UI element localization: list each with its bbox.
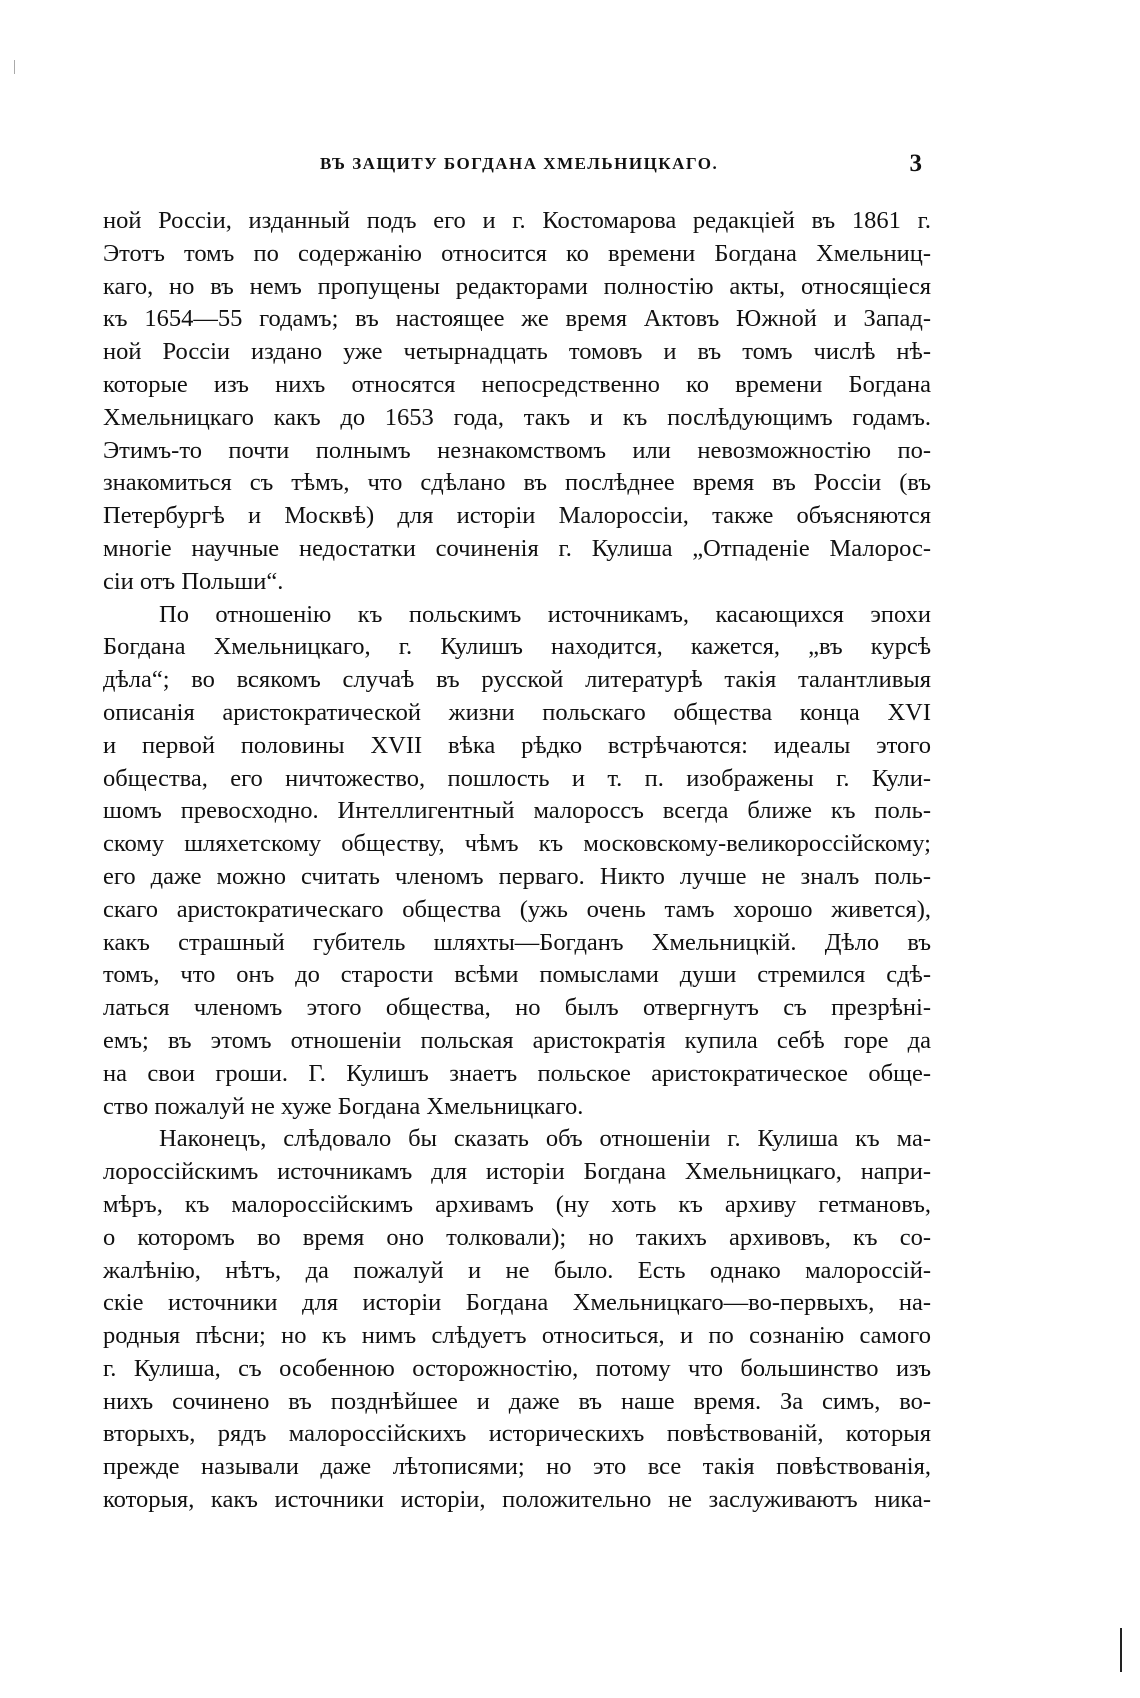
text-line: г. Кулиша, съ особенною осторожностію, потому что большинство изъ [103,1354,931,1382]
text-line: къ 1654—55 годамъ; въ настоящее же время Актовъ Южной и Запад- [103,305,931,333]
text-line: и первой половины XVII вѣка рѣдко встрѣчаются: идеалы этого [103,731,931,759]
text-line: многіе научные недостатки сочиненія г. Кулиша „Отпаденіе Малорос- [103,534,931,562]
body-text [103,205,931,1517]
text-line: о которомъ во время оно толковали); но такихъ архивовъ, къ со- [103,1223,931,1251]
text-line: скому шляхетскому обществу, чѣмъ къ московскому-великороссійскому; [103,830,931,858]
text-line: прежде называли даже лѣтописями; но это все такія повѣствованія, [103,1453,931,1481]
text-line: нихъ сочинено въ позднѣйшее и даже въ наше время. За симъ, во- [103,1387,931,1415]
text-line: вторыхъ, рядъ малороссійскихъ историческихъ повѣствованій, которыя [103,1420,931,1448]
text-line: которыя, какъ источники исторіи, положительно не заслуживаютъ ника- [103,1486,931,1514]
text-line: ной Россіи издано уже четырнадцать томовъ и въ томъ числѣ нѣ- [103,338,931,366]
text-line: Петербургѣ и Москвѣ) для исторіи Малороссіи, также объясняются [103,502,931,530]
text-line: Хмельницкаго какъ до 1653 года, такъ и къ послѣдующимъ годамъ. [103,403,931,431]
page-header [102,150,922,188]
text-line: Этотъ томъ по содержанію относится ко времени Богдана Хмельниц- [103,239,931,267]
text-line: которые изъ нихъ относятся непосредственно ко времени Богдана [103,370,931,398]
text-line: Богдана Хмельницкаго, г. Кулишъ находится, кажется, „въ курсѣ [103,633,931,661]
text-line: знакомиться съ тѣмъ, что сдѣлано въ послѣднее время въ Россіи (въ [103,469,931,497]
paragraph-3 [103,1123,931,1517]
text-line: сіи отъ Польши“. [103,567,284,595]
text-line: его даже можно считать членомъ перваго. Никто лучше не зналъ поль- [103,862,931,890]
scan-edge-mark [1120,1628,1122,1672]
text-line: жалѣнію, нѣтъ, да пожалуй и не было. Есть однако малороссій- [103,1256,931,1284]
text-line: емъ; въ этомъ отношеніи польская аристократія купила себѣ горе да [103,1026,931,1054]
text-line: скаго аристократическаго общества (ужь очень тамъ хорошо живется), [103,895,931,923]
text-line: родныя пѣсни; но къ нимъ слѣдуетъ относиться, и по сознанію самого [103,1322,931,1350]
scan-margin-mark [14,60,15,74]
text-line: латься членомъ этого общества, но былъ отвергнутъ съ презрѣні- [103,994,931,1022]
text-line: общества, его ничтожество, пошлость и т. п. изображены г. Кули- [103,764,931,792]
text-line: Наконецъ, слѣдовало бы сказать объ отношеніи г. Кулиша къ ма- [159,1125,931,1153]
text-line: мѣръ, къ малороссійскимъ архивамъ (ну хоть къ архиву гетмановъ, [103,1190,931,1218]
text-line: скіе источники для исторіи Богдана Хмельницкаго—во-первыхъ, на- [103,1289,931,1317]
text-line: каго, но въ немъ пропущены редакторами полностію акты, относящіеся [103,272,931,300]
paragraph-1 [103,205,931,599]
text-line: По отношенію къ польскимъ источникамъ, касающихся эпохи [159,600,931,628]
text-line: дѣла“; во всякомъ случаѣ въ русской литературѣ такія талантливыя [103,666,931,694]
text-line: ство пожалуй не хуже Богдана Хмельницкаго. [103,1092,584,1120]
text-line: какъ страшный губитель шляхты—Богданъ Хмельницкій. Дѣло въ [103,928,931,956]
text-line: на свои гроши. Г. Кулишъ знаетъ польское аристократическое обще- [103,1059,931,1087]
text-line: шомъ превосходно. Интеллигентный малороссъ всегда ближе къ поль- [103,797,931,825]
text-line: ной Россіи, изданный подъ его и г. Костомарова редакціей въ 1861 г. [103,207,931,234]
text-line: томъ, что онъ до старости всѣми помыслами души стремился сдѣ- [103,961,931,989]
running-title: ВЪ ЗАЩИТУ БОГДАНА ХМЕЛЬНИЦКАГО. [320,154,719,173]
text-line: лороссійскимъ источникамъ для исторіи Богдана Хмельницкаго, напри- [103,1158,931,1186]
text-line: Этимъ-то почти полнымъ незнакомствомъ или невозможностію по- [103,436,931,464]
paragraph-2 [103,599,931,1124]
page-number: 3 [909,150,922,177]
text-line: описанія аристократической жизни польскаго общества конца XVI [103,698,931,726]
